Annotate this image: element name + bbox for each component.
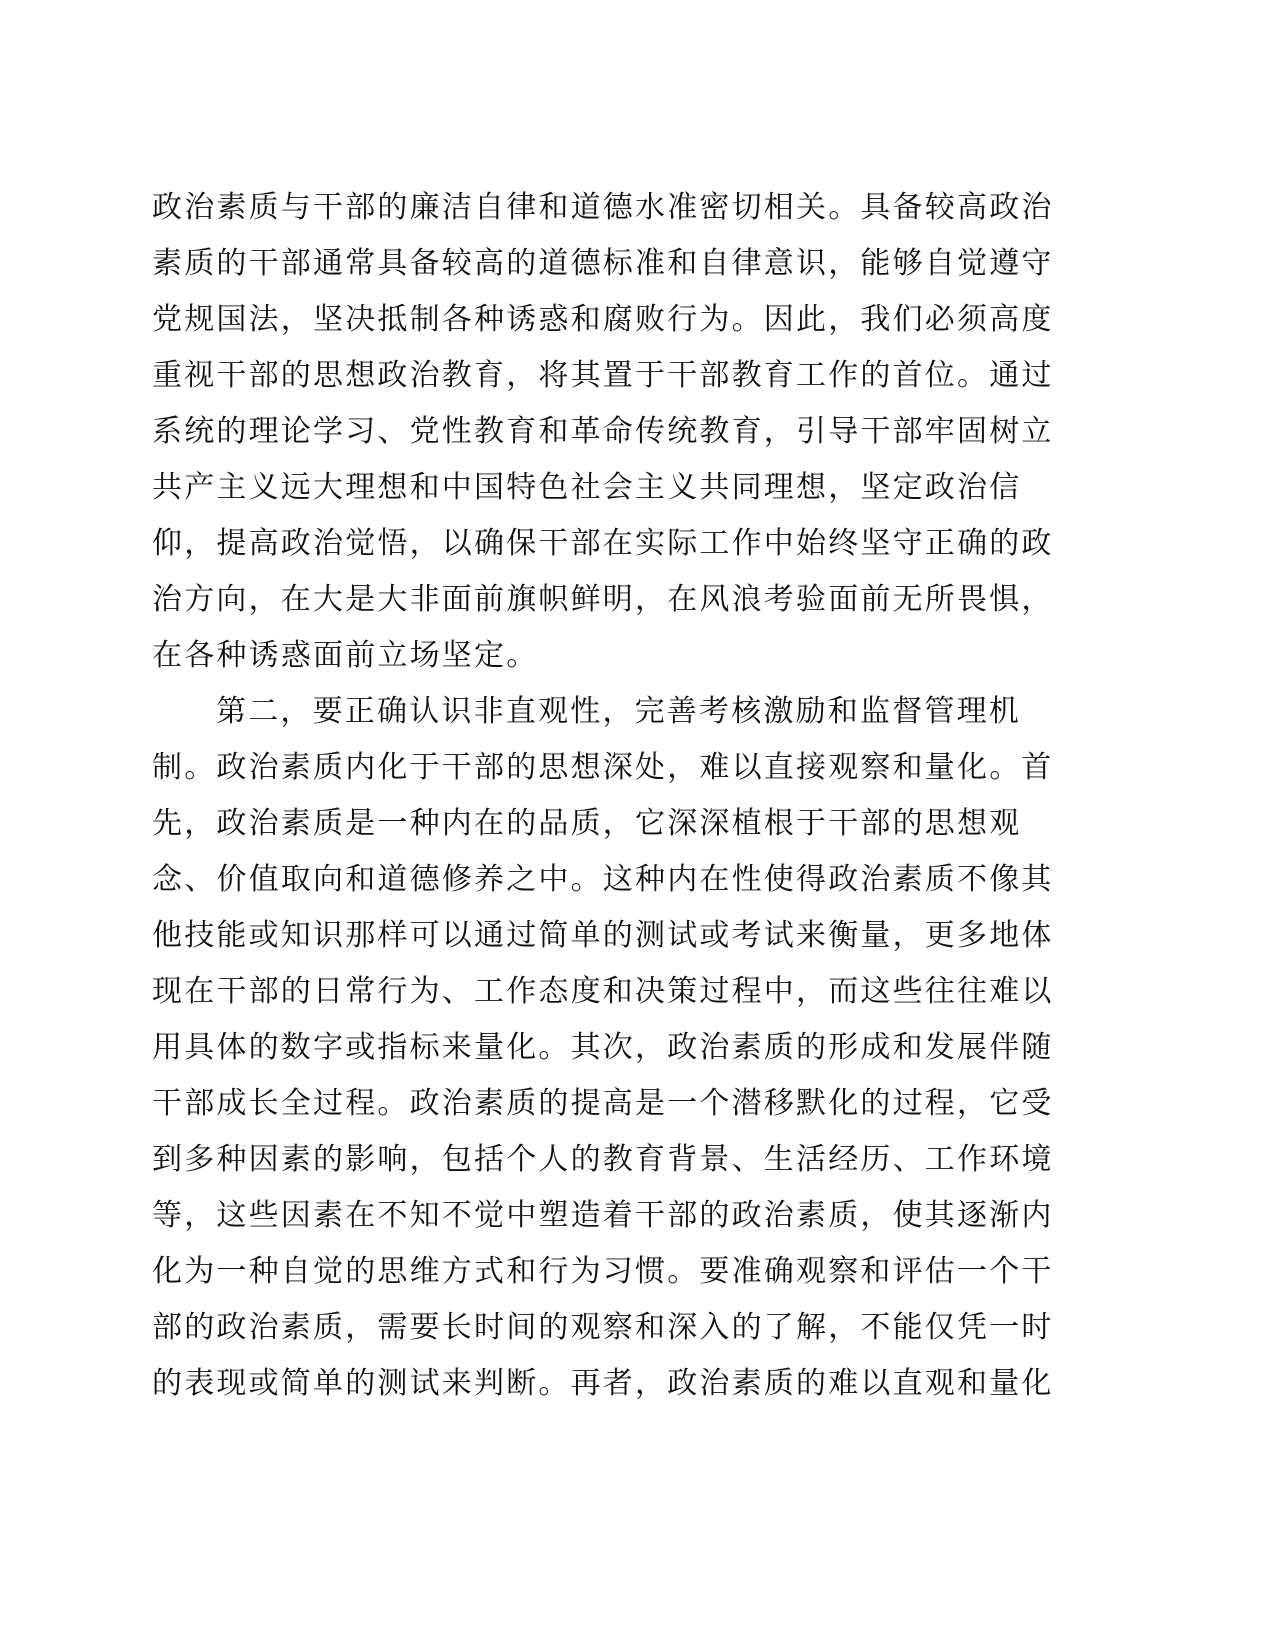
text-line-8: 治方向，在大是大非面前旗帜鲜明，在风浪考验面前无所畏惧， [152, 582, 1054, 617]
text-line-14: 他技能或知识那样可以通过简单的测试或考试来衡量，更多地体 [152, 918, 1054, 953]
document-body [152, 180, 1092, 1412]
text-line-3: 党规国法，坚决抵制各种诱惑和腐败行为。因此，我们必须高度 [152, 302, 1054, 337]
text-line-22: 的表现或简单的测试来判断。再者，政治素质的难以直观和量化 [152, 1366, 1054, 1401]
text-line-9: 在各种诱惑面前立场坚定。 [152, 638, 539, 673]
text-line-2: 素质的干部通常具备较高的道德标准和自律意识，能够自觉遵守 [152, 246, 1054, 281]
text-line-5: 系统的理论学习、党性教育和革命传统教育，引导干部牢固树立 [152, 414, 1054, 449]
text-line-1: 政治素质与干部的廉洁自律和道德水准密切相关。具备较高政治 [152, 190, 1054, 225]
paragraph-start-line: 第二，要正确认识非直观性，完善考核激励和监督管理机 [216, 694, 1021, 729]
text-line-18: 到多种因素的影响，包括个人的教育背景、生活经历、工作环境 [152, 1142, 1054, 1177]
text-line-20: 化为一种自觉的思维方式和行为习惯。要准确观察和评估一个干 [152, 1254, 1054, 1289]
text-line-11: 制。政治素质内化于干部的思想深处，难以直接观察和量化。首 [152, 750, 1054, 785]
text-line-7: 仰，提高政治觉悟，以确保干部在实际工作中始终坚守正确的政 [152, 526, 1054, 561]
text-line-21: 部的政治素质，需要长时间的观察和深入的了解，不能仅凭一时 [152, 1310, 1054, 1345]
text-line-13: 念、价值取向和道德修养之中。这种内在性使得政治素质不像其 [152, 862, 1054, 897]
text-line-15: 现在干部的日常行为、工作态度和决策过程中，而这些往往难以 [152, 974, 1054, 1009]
text-line-19: 等，这些因素在不知不觉中塑造着干部的政治素质，使其逐渐内 [152, 1198, 1054, 1233]
text-line-4: 重视干部的思想政治教育，将其置于干部教育工作的首位。通过 [152, 358, 1054, 393]
text-line-16: 用具体的数字或指标来量化。其次，政治素质的形成和发展伴随 [152, 1030, 1054, 1065]
text-line-6: 共产主义远大理想和中国特色社会主义共同理想，坚定政治信 [152, 470, 1022, 505]
text-line-12: 先，政治素质是一种内在的品质，它深深植根于干部的思想观 [152, 806, 1022, 841]
text-line-17: 干部成长全过程。政治素质的提高是一个潜移默化的过程，它受 [152, 1086, 1054, 1121]
